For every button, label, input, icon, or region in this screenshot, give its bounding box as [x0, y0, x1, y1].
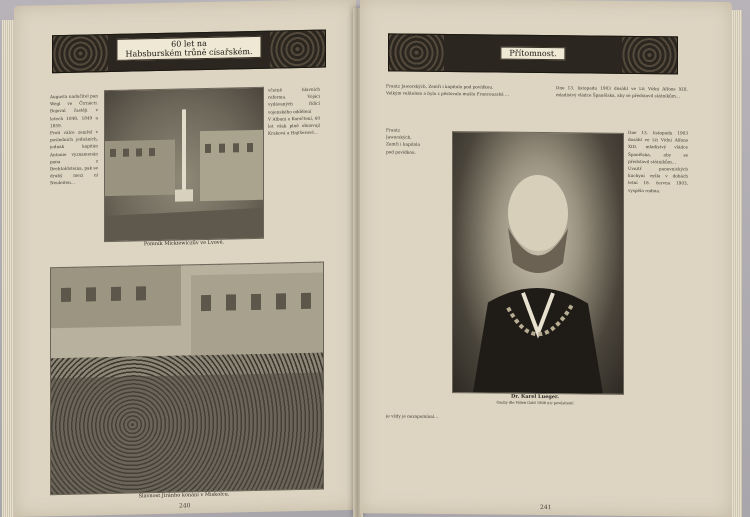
paragraph: Dne 13. listopadu 1903 dosáhl ve Lit Vídni Alfons XIII. mladistvý vládce Španělska, aby se představil státníkům… [556, 85, 688, 99]
left-page-edge [2, 20, 14, 517]
ornament-left [389, 34, 444, 71]
right-bottom-columns [386, 412, 688, 499]
photo1-caption: Pomník Mickiewiczův ve Lvově. [143, 239, 225, 248]
monument-photo [104, 87, 264, 242]
right-top-right-column [556, 84, 688, 125]
paragraph: V Albani a Korsčtení, 60 let však plně obnovují Kraková a Hajtšerové... [268, 115, 320, 136]
paragraph: Uvnitř panovnických kuchyní vyšla v dobách letní 16. června 1903, vyspěla rodina. [628, 165, 688, 193]
paragraph: Dne 13. listopadu 1903 dosáhl ve Lit Vídni Alfons XIII. mladistvý vládce Španělska, aby se představil státníkům… [628, 129, 688, 165]
paragraph: Frantz Jaworských, Zemři i kapitola pod povídkou. [386, 127, 420, 155]
right-narrow-left-column [386, 126, 420, 406]
portrait-caption: Dr. Karel Lueger. [511, 393, 559, 401]
left-narrow-column [50, 92, 98, 265]
ornament-right [270, 30, 325, 67]
right-page-number: 241 [540, 503, 552, 512]
left-page [14, 0, 356, 517]
portrait-photo [452, 131, 624, 395]
header-line-1: 60 let na [171, 38, 207, 49]
left-side-column [268, 86, 320, 263]
crowd-photo [50, 262, 324, 496]
right-page [360, 0, 732, 517]
paragraph: je vždy je nezapomínal… [386, 413, 439, 419]
paragraph: Frantz Jaworských, Zemři i kapitola pod povídkou. [386, 83, 494, 90]
paragraph: Augusta nadučitel pan Wegl ve Čtrnácti. Bojoval častěji v letech 1848, 1849 a 1859. [50, 93, 98, 129]
photo2-caption: Slavnost Jiránho konání v Miskolcu. [138, 491, 230, 500]
right-side-column [628, 129, 688, 415]
portrait-subcaption: Osoby dle Vídeň Gold 1906 nic pověsitemí [496, 400, 574, 406]
right-top-left-column [386, 82, 516, 123]
right-page-edge [732, 10, 742, 517]
left-header-banner [52, 29, 326, 73]
header-line-2: Habsburském trůně císařském. [125, 47, 253, 59]
left-page-number: 240 [179, 502, 191, 510]
paragraph: Velkým velitelem a byla z pěstovala mušla Francouzská ... [386, 90, 509, 97]
right-header-banner [388, 33, 678, 74]
ornament-right [622, 37, 677, 74]
paragraph: včetně hlavních reforma. Vojáci vydávaných řídící vojenského oddělení [268, 86, 320, 115]
left-header-label [116, 36, 261, 61]
ornament-left [53, 35, 108, 72]
paragraph: Proti válce zemřel v posledních jednáních, jednak kapitán Antonie vyznamenán pana z Bechtoldsteina, pak se druhý mezi ní Neuleiten… [50, 129, 98, 186]
right-header-label: Přítomnost. [500, 47, 565, 61]
